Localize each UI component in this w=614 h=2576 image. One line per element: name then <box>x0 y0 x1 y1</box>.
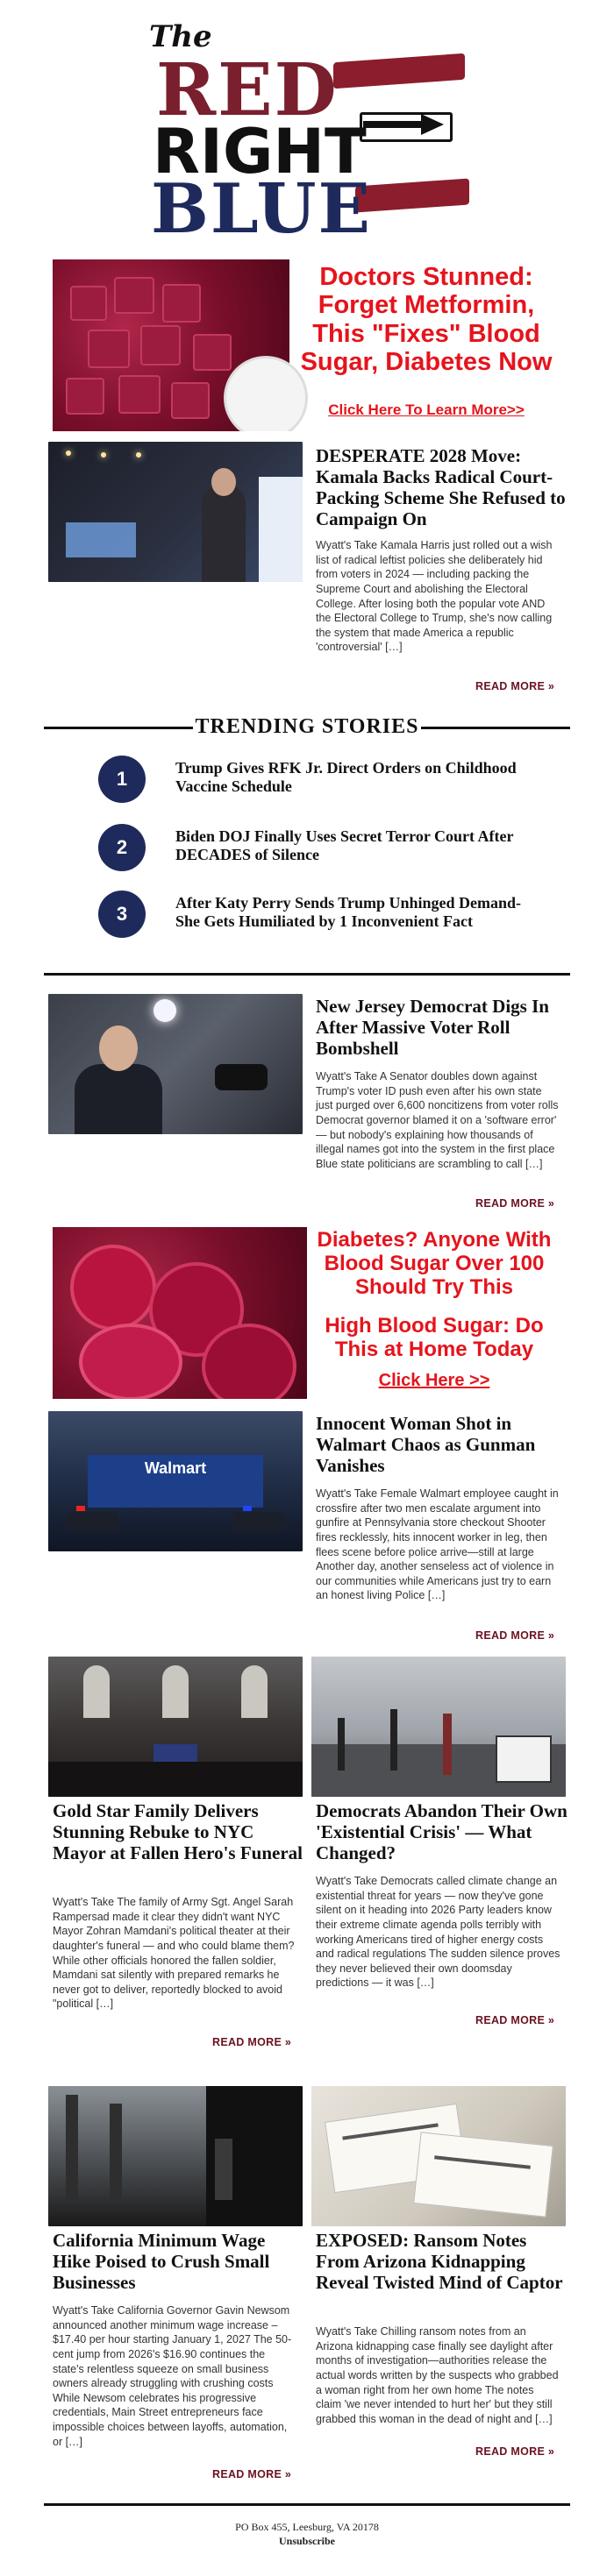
logo-the: The <box>149 19 212 54</box>
trending-item[interactable]: Biden DOJ Finally Uses Secret Terror Court After DECADES of Silence <box>175 827 514 864</box>
story-image-climate[interactable] <box>311 1657 566 1797</box>
read-more-link[interactable]: READ MORE » <box>212 2468 292 2480</box>
story-title[interactable]: New Jersey Democrat Digs In After Massive Voter Roll Bombshell <box>316 996 549 1060</box>
story-image-walmart[interactable] <box>48 1411 303 1551</box>
logo-flag-stripe <box>333 53 465 89</box>
read-more-link[interactable]: READ MORE » <box>212 2036 292 2048</box>
read-more-link[interactable]: READ MORE » <box>475 2014 555 2026</box>
ad-image-beets <box>53 259 289 431</box>
story-body: Wyatt's Take California Governor Gavin Newsom announced another minimum wage increase – $17.40 per hour starting January 1, 2027 The 50-cent jump from 2026's $16.90 continues the state's relentless squeeze on small business owners already struggling with crushing costs While Newsom celebrates his progressive credentials, Main Street entrepreneurs face impossible choices between layoffs, automation, or […] <box>53 2304 292 2448</box>
trending-number: 3 <box>98 891 146 938</box>
story-body: Wyatt's Take Female Walmart employee caught in crossfire after two men escalate argument into gunfire at Pennsylvania store checkout Shooter fires recklessly, hits innocent worker in leg, then flees scene before police arrive—still at large Another day, another senseless act of violence in our communities while Americans just try to earn an honest living Police […] <box>316 1487 559 1602</box>
trending-item[interactable]: Trump Gives RFK Jr. Direct Orders on Childhood Vaccine Schedule <box>175 759 517 796</box>
ad-headline: Diabetes? Anyone With Blood Sugar Over 100 Should Try This <box>317 1228 552 1299</box>
trending-heading: TRENDING STORIES <box>195 715 419 738</box>
divider <box>44 973 570 976</box>
read-more-link[interactable]: READ MORE » <box>475 1629 555 1642</box>
story-title[interactable]: California Minimum Wage Hike Poised to Crush Small Businesses <box>53 2230 270 2294</box>
story-body: Wyatt's Take Democrats called climate change an existential threat for years — now they've gone silent on it heading into 2026 Party leaders know their extreme climate agenda polls terribly with working Americans tired of higher energy costs and radical regulations The sudden silence proves they never believed their own doomsday predictions — it was […] <box>316 1875 560 1990</box>
divider <box>44 2503 570 2506</box>
story-body: Wyatt's Take Kamala Harris just rolled out a wish list of radical leftist policies she deliberately hid from voters in 2024 — including packing the Supreme Court and abolishing the Electoral College. After losing both the popular vote AND the Electoral College to Trump, she's now calling the system that made America a republic 'controversial' […] <box>316 539 553 654</box>
logo-right: RIGHT <box>153 116 367 188</box>
story-title[interactable]: Gold Star Family Delivers Stunning Rebuke to NYC Mayor at Fallen Hero's Funeral <box>53 1800 303 1864</box>
logo-blue: BLUE <box>151 169 372 249</box>
logo-arrow <box>360 112 453 142</box>
read-more-link[interactable]: READ MORE » <box>475 680 555 692</box>
arrow-icon <box>360 112 447 137</box>
read-more-link[interactable]: READ MORE » <box>475 2445 555 2458</box>
story-title[interactable]: Innocent Woman Shot in Walmart Chaos as Gunman Vanishes <box>316 1413 536 1477</box>
story-image-ransom-notes[interactable] <box>311 2086 566 2226</box>
ad-headline: Doctors Stunned: Forget Metformin, This "Fixes" Blood Sugar, Diabetes Now <box>300 263 553 377</box>
logo-flag-stripe <box>355 178 469 212</box>
story-image-funeral[interactable] <box>48 1657 303 1797</box>
logo-red: RED <box>156 48 339 132</box>
ad-image-beet-slices <box>53 1227 307 1399</box>
story-image-kamala[interactable] <box>48 442 303 582</box>
unsubscribe-link[interactable]: Unsubscribe <box>278 2535 335 2547</box>
story-title[interactable]: DESPERATE 2028 Move: Kamala Backs Radical Court-Packing Scheme She Refused to Campaign On <box>316 445 566 530</box>
ad-cta-link[interactable]: Click Here >> <box>378 1371 490 1390</box>
trending-number: 1 <box>98 756 146 803</box>
story-title[interactable]: Democrats Abandon Their Own 'Existential Crisis' — What Changed? <box>316 1800 568 1864</box>
story-image-california-street[interactable] <box>48 2086 303 2226</box>
read-more-link[interactable]: READ MORE » <box>475 1197 555 1210</box>
story-image-nj-democrat[interactable] <box>48 994 303 1134</box>
story-title[interactable]: EXPOSED: Ransom Notes From Arizona Kidnapping Reveal Twisted Mind of Captor <box>316 2230 563 2294</box>
trending-item[interactable]: After Katy Perry Sends Trump Unhinged Demand- She Gets Humiliated by 1 Inconvenient Fact <box>175 894 522 931</box>
site-logo[interactable] <box>132 16 474 249</box>
story-body: Wyatt's Take Chilling ransom notes from an Arizona kidnapping case finally see daylight after months of investigation—authorities release the actual words written by the suspects who grabbed a woman right from her own home The notes claim 'we never intended to hurt her' but they still grabbed this woman in the dead of night and […] <box>316 2325 559 2425</box>
trending-number: 2 <box>98 824 146 871</box>
ad-subheadline: High Blood Sugar: Do This at Home Today <box>325 1314 544 1361</box>
footer-address: PO Box 455, Leesburg, VA 20178 <box>235 2521 379 2533</box>
ad-cta-link[interactable]: Click Here To Learn More>> <box>328 401 525 418</box>
ad-banner-diabetes[interactable] <box>53 1227 561 1399</box>
story-body: Wyatt's Take A Senator doubles down against Trump's voter ID push even after his own state just purged over 6,600 noncitizens from voter rolls Democrat governor blamed it on a 'software error' — but nobody's explaining how thousands of illegal names got into the system in the first place Blue state politicians are scrambling to call […] <box>316 1070 559 1170</box>
walmart-sign: Walmart <box>144 1459 207 1477</box>
ad-banner-blood-sugar[interactable] <box>53 259 561 431</box>
story-body: Wyatt's Take The family of Army Sgt. Angel Sarah Rampersad made it clear they didn't want NYC Mayor Zohran Mamdani's political theater at their daughter's funeral — and who could blame them? While other officials honored the fallen soldier, Mamdani sat silently with prepared remarks he never got to deliver, reportedly blocked to avoid "political […] <box>53 1896 295 2011</box>
